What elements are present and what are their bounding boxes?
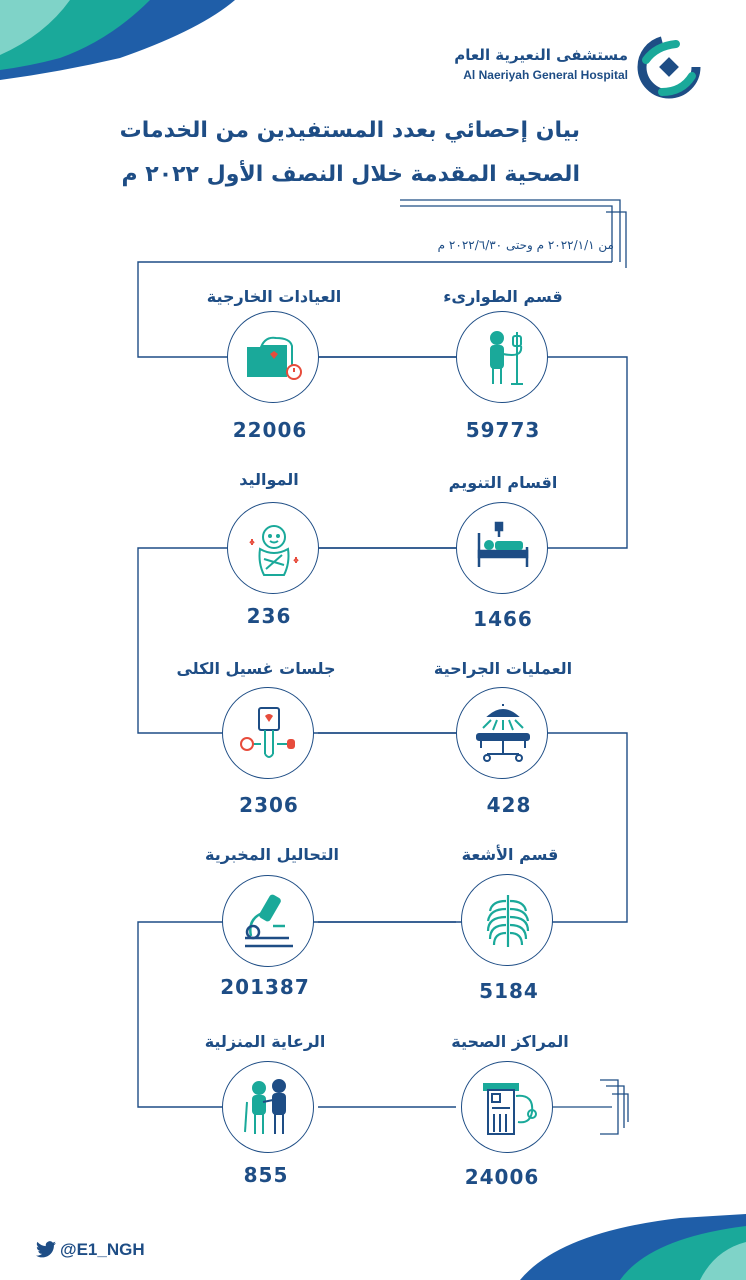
stat-label-health-centers: المراكز الصحية [451,1032,569,1051]
stat-label-emergency: قسم الطوارىء [443,287,563,306]
stat-value-outpatient: 22006 [232,418,308,442]
health-center-icon [461,1061,553,1153]
end-bracket [548,1080,628,1134]
microscope-icon [222,875,314,967]
home-care-icon [222,1061,314,1153]
stat-label-births: المواليد [239,470,299,489]
stat-label-home-care: الرعاية المنزلية [204,1032,326,1051]
twitter-icon [36,1241,56,1258]
xray-ribcage-icon [461,874,553,966]
hospital-bed-icon [456,502,548,594]
period-date-range: من ٢٠٢٢/١/١ م وحتى ٢٠٢٢/٦/٣٠ م [437,238,614,252]
stat-value-surgeries: 428 [486,793,532,817]
emergency-patient-icon [456,311,548,403]
newborn-baby-icon [227,502,319,594]
stat-value-births: 236 [246,604,292,628]
stat-label-inpatient: اقسام التنويم [448,473,558,492]
hospital-name-arabic: مستشفى النعيرية العام [454,46,628,64]
twitter-handle-text: @E1_NGH [60,1240,145,1259]
stat-value-dialysis: 2306 [239,793,299,817]
page-title-line-1: بيان إحصائي بعدد المستفيدين من الخدمات [119,118,580,143]
stat-value-home-care: 855 [243,1163,289,1187]
stat-value-inpatient: 1466 [473,607,533,631]
stat-label-radiology: قسم الأشعة [461,845,559,864]
twitter-handle[interactable] [36,1240,145,1260]
stat-label-surgeries: العمليات الجراحية [433,659,573,678]
stat-label-lab-tests: التحاليل المخبرية [205,845,339,864]
page-title-line-2: الصحية المقدمة خلال النصف الأول ٢٠٢٢ م [121,162,580,187]
hospital-name-english: Al Naeriyah General Hospital [463,68,628,82]
blood-pressure-monitor-icon [227,311,319,403]
stat-value-health-centers: 24006 [464,1165,540,1189]
surgical-lamp-table-icon [456,687,548,779]
stat-value-radiology: 5184 [479,979,539,1003]
hospital-logo-icon [636,34,702,100]
stat-value-lab-tests: 201387 [220,975,310,999]
dialysis-machine-icon [222,687,314,779]
stat-label-outpatient: العيادات الخارجية [206,287,342,306]
stat-label-dialysis: جلسات غسيل الكلى [176,659,336,678]
date-bracket [400,200,626,268]
stat-value-emergency: 59773 [465,418,541,442]
